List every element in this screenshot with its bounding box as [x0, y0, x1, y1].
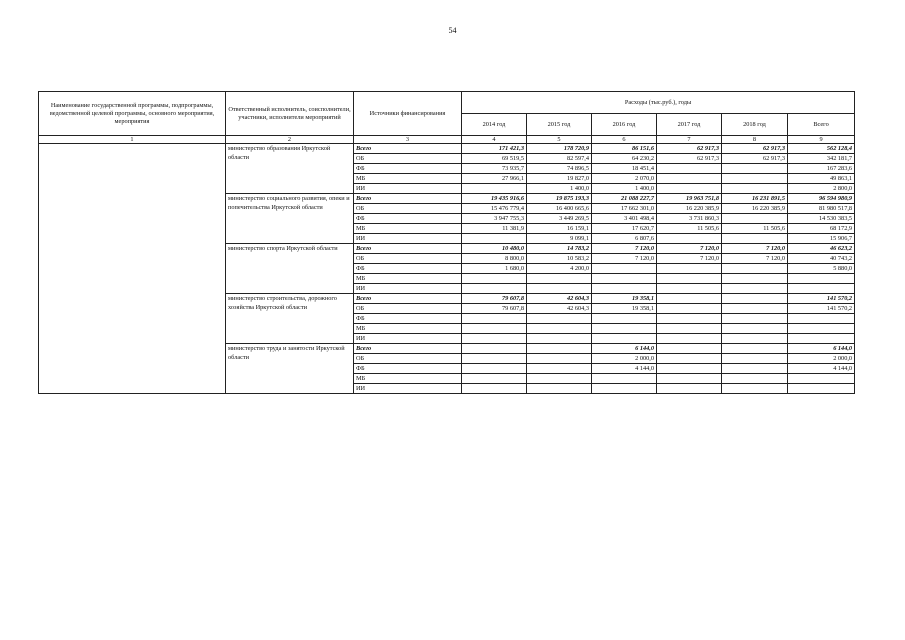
- value-cell: 27 966,1: [462, 174, 527, 184]
- value-cell: [722, 354, 788, 364]
- funding-source-cell: ФБ: [354, 164, 462, 174]
- value-cell: [722, 384, 788, 394]
- funding-source-cell: ОБ: [354, 354, 462, 364]
- value-cell: [527, 274, 592, 284]
- value-cell: [722, 314, 788, 324]
- value-cell: [592, 324, 657, 334]
- value-cell: 15 476 779,4: [462, 204, 527, 214]
- value-cell: 19 963 751,8: [657, 194, 722, 204]
- total-value-cell: 2 800,0: [788, 184, 855, 194]
- value-cell: 74 896,5: [527, 164, 592, 174]
- funding-source-cell: МБ: [354, 224, 462, 234]
- header-year: 2014 год: [462, 114, 527, 136]
- column-number: 1: [39, 136, 226, 144]
- value-cell: [527, 384, 592, 394]
- value-cell: [722, 344, 788, 354]
- value-cell: 11 505,6: [722, 224, 788, 234]
- value-cell: 18 451,4: [592, 164, 657, 174]
- value-cell: [592, 284, 657, 294]
- value-cell: [657, 284, 722, 294]
- total-value-cell: 46 623,2: [788, 244, 855, 254]
- total-value-cell: 141 570,2: [788, 294, 855, 304]
- value-cell: 62 917,3: [657, 154, 722, 164]
- total-value-cell: 14 530 383,5: [788, 214, 855, 224]
- value-cell: [527, 324, 592, 334]
- header-row: [39, 92, 855, 114]
- value-cell: 3 401 498,4: [592, 214, 657, 224]
- total-value-cell: 5 880,0: [788, 264, 855, 274]
- value-cell: 17 620,7: [592, 224, 657, 234]
- value-cell: 1 400,0: [527, 184, 592, 194]
- funding-source-cell: ИИ: [354, 184, 462, 194]
- value-cell: 16 159,1: [527, 224, 592, 234]
- funding-source-cell: ИИ: [354, 284, 462, 294]
- value-cell: [592, 314, 657, 324]
- value-cell: 171 421,3: [462, 144, 527, 154]
- column-number: 6: [592, 136, 657, 144]
- value-cell: [527, 374, 592, 384]
- value-cell: [462, 324, 527, 334]
- header-year: 2015 год: [527, 114, 592, 136]
- value-cell: 14 783,2: [527, 244, 592, 254]
- value-cell: 79 607,8: [462, 304, 527, 314]
- value-cell: [592, 264, 657, 274]
- value-cell: 3 731 860,3: [657, 214, 722, 224]
- value-cell: 1 400,0: [592, 184, 657, 194]
- value-cell: [462, 184, 527, 194]
- value-cell: 7 120,0: [592, 244, 657, 254]
- value-cell: 11 505,6: [657, 224, 722, 234]
- value-cell: [722, 364, 788, 374]
- funding-source-cell: ИИ: [354, 234, 462, 244]
- executor-cell: министерство труда и занятости Иркутской области: [226, 344, 354, 394]
- value-cell: [462, 274, 527, 284]
- value-cell: 11 381,9: [462, 224, 527, 234]
- funding-source-cell: ФБ: [354, 214, 462, 224]
- budget-table: [38, 91, 855, 394]
- funding-source-cell: Всего: [354, 194, 462, 204]
- header-funding-source: Источники финансирования: [354, 92, 462, 136]
- value-cell: [722, 214, 788, 224]
- value-cell: 10 480,0: [462, 244, 527, 254]
- funding-source-cell: Всего: [354, 144, 462, 154]
- value-cell: [527, 344, 592, 354]
- total-value-cell: 81 980 517,8: [788, 204, 855, 214]
- value-cell: 62 917,3: [657, 144, 722, 154]
- value-cell: [657, 174, 722, 184]
- column-number: 2: [226, 136, 354, 144]
- value-cell: 73 935,7: [462, 164, 527, 174]
- value-cell: [657, 264, 722, 274]
- value-cell: 86 151,6: [592, 144, 657, 154]
- value-cell: [527, 354, 592, 364]
- column-number: 3: [354, 136, 462, 144]
- value-cell: [592, 334, 657, 344]
- value-cell: 6 807,6: [592, 234, 657, 244]
- page-number: 54: [448, 26, 457, 35]
- funding-source-cell: Всего: [354, 294, 462, 304]
- value-cell: 2 000,0: [592, 354, 657, 364]
- total-value-cell: 4 144,0: [788, 364, 855, 374]
- value-cell: [657, 364, 722, 374]
- value-cell: [722, 324, 788, 334]
- value-cell: [527, 284, 592, 294]
- value-cell: [462, 314, 527, 324]
- value-cell: 10 583,2: [527, 254, 592, 264]
- value-cell: 19 358,1: [592, 304, 657, 314]
- executor-cell: министерство строительства, дорожного хозяйства Иркутской области: [226, 294, 354, 344]
- value-cell: 62 917,3: [722, 154, 788, 164]
- funding-source-cell: ОБ: [354, 254, 462, 264]
- value-cell: 42 604,3: [527, 304, 592, 314]
- value-cell: 7 120,0: [722, 244, 788, 254]
- column-number: 5: [527, 136, 592, 144]
- funding-source-cell: ФБ: [354, 264, 462, 274]
- total-value-cell: 6 144,0: [788, 344, 855, 354]
- value-cell: [722, 334, 788, 344]
- value-cell: [722, 234, 788, 244]
- total-value-cell: 15 906,7: [788, 234, 855, 244]
- funding-source-cell: Всего: [354, 344, 462, 354]
- value-cell: [592, 274, 657, 284]
- value-cell: [722, 294, 788, 304]
- total-value-cell: 562 128,4: [788, 144, 855, 154]
- column-number: 7: [657, 136, 722, 144]
- funding-source-cell: МБ: [354, 174, 462, 184]
- executor-cell: министерство спорта Иркутской области: [226, 244, 354, 294]
- value-cell: [657, 274, 722, 284]
- value-cell: 2 070,0: [592, 174, 657, 184]
- value-cell: 16 220 385,9: [722, 204, 788, 214]
- value-cell: [722, 264, 788, 274]
- total-value-cell: 40 743,2: [788, 254, 855, 264]
- value-cell: [722, 374, 788, 384]
- funding-source-cell: Всего: [354, 244, 462, 254]
- header-expenses: Расходы (тыс.руб.), годы: [462, 92, 855, 114]
- value-cell: 64 230,2: [592, 154, 657, 164]
- value-cell: 19 875 193,3: [527, 194, 592, 204]
- total-value-cell: 342 181,7: [788, 154, 855, 164]
- value-cell: [657, 234, 722, 244]
- value-cell: [462, 344, 527, 354]
- value-cell: 19 435 916,6: [462, 194, 527, 204]
- total-value-cell: 141 570,2: [788, 304, 855, 314]
- value-cell: 82 597,4: [527, 154, 592, 164]
- total-value-cell: [788, 374, 855, 384]
- total-value-cell: [788, 284, 855, 294]
- table-row: [39, 144, 855, 154]
- column-number: 4: [462, 136, 527, 144]
- value-cell: [657, 324, 722, 334]
- column-number: 9: [788, 136, 855, 144]
- value-cell: 21 088 227,7: [592, 194, 657, 204]
- program-name-cell: [39, 144, 226, 394]
- column-number: 8: [722, 136, 788, 144]
- total-value-cell: [788, 324, 855, 334]
- value-cell: 17 662 301,0: [592, 204, 657, 214]
- value-cell: 19 358,1: [592, 294, 657, 304]
- value-cell: [722, 274, 788, 284]
- header-executor: Ответственный исполнитель, соисполнители, участники, исполнители мероприятий: [226, 92, 354, 136]
- value-cell: 7 120,0: [657, 244, 722, 254]
- value-cell: [527, 314, 592, 324]
- value-cell: [592, 374, 657, 384]
- value-cell: [462, 354, 527, 364]
- value-cell: [657, 344, 722, 354]
- funding-source-cell: ОБ: [354, 154, 462, 164]
- value-cell: 178 720,9: [527, 144, 592, 154]
- value-cell: [722, 164, 788, 174]
- value-cell: [722, 174, 788, 184]
- value-cell: [657, 384, 722, 394]
- value-cell: 1 680,0: [462, 264, 527, 274]
- value-cell: [657, 354, 722, 364]
- executor-cell: министерство социального развития, опеки и попечительства Иркутской области: [226, 194, 354, 244]
- value-cell: 69 519,5: [462, 154, 527, 164]
- value-cell: [657, 374, 722, 384]
- value-cell: [722, 284, 788, 294]
- value-cell: 6 144,0: [592, 344, 657, 354]
- value-cell: 9 099,1: [527, 234, 592, 244]
- value-cell: 19 827,0: [527, 174, 592, 184]
- value-cell: [462, 364, 527, 374]
- total-value-cell: 2 000,0: [788, 354, 855, 364]
- value-cell: 7 120,0: [722, 254, 788, 264]
- value-cell: 16 400 665,6: [527, 204, 592, 214]
- value-cell: 4 200,0: [527, 264, 592, 274]
- funding-source-cell: ОБ: [354, 304, 462, 314]
- value-cell: [527, 334, 592, 344]
- total-value-cell: 68 172,9: [788, 224, 855, 234]
- value-cell: [722, 304, 788, 314]
- funding-source-cell: ИИ: [354, 334, 462, 344]
- value-cell: 7 120,0: [592, 254, 657, 264]
- column-numbers-row: [39, 136, 855, 144]
- value-cell: 16 220 385,9: [657, 204, 722, 214]
- value-cell: 42 604,3: [527, 294, 592, 304]
- value-cell: [462, 284, 527, 294]
- value-cell: [462, 334, 527, 344]
- executor-cell: министерство образования Иркутской области: [226, 144, 354, 194]
- value-cell: 8 800,0: [462, 254, 527, 264]
- value-cell: [657, 314, 722, 324]
- header-program-name: Наименование государственной программы, подпрограммы, ведомственной целевой программы, основного мероприятия, мероприятия: [39, 92, 226, 136]
- funding-source-cell: ОБ: [354, 204, 462, 214]
- value-cell: [722, 184, 788, 194]
- total-value-cell: [788, 334, 855, 344]
- funding-source-cell: ФБ: [354, 314, 462, 324]
- funding-source-cell: МБ: [354, 374, 462, 384]
- total-value-cell: 167 283,6: [788, 164, 855, 174]
- funding-source-cell: МБ: [354, 324, 462, 334]
- value-cell: 79 607,8: [462, 294, 527, 304]
- value-cell: 16 231 891,5: [722, 194, 788, 204]
- header-year: 2017 год: [657, 114, 722, 136]
- value-cell: 4 144,0: [592, 364, 657, 374]
- value-cell: [657, 304, 722, 314]
- value-cell: [657, 164, 722, 174]
- value-cell: 3 449 269,5: [527, 214, 592, 224]
- value-cell: [657, 184, 722, 194]
- total-value-cell: [788, 314, 855, 324]
- header-total: Всего: [788, 114, 855, 136]
- value-cell: 3 947 755,3: [462, 214, 527, 224]
- value-cell: [592, 384, 657, 394]
- value-cell: 62 917,3: [722, 144, 788, 154]
- value-cell: [462, 374, 527, 384]
- value-cell: [527, 364, 592, 374]
- total-value-cell: [788, 384, 855, 394]
- value-cell: [657, 334, 722, 344]
- total-value-cell: [788, 274, 855, 284]
- total-value-cell: 96 594 980,9: [788, 194, 855, 204]
- header-year: 2018 год: [722, 114, 788, 136]
- total-value-cell: 49 863,1: [788, 174, 855, 184]
- funding-source-cell: ИИ: [354, 384, 462, 394]
- funding-source-cell: ФБ: [354, 364, 462, 374]
- value-cell: [462, 384, 527, 394]
- value-cell: 7 120,0: [657, 254, 722, 264]
- value-cell: [462, 234, 527, 244]
- value-cell: [657, 294, 722, 304]
- funding-source-cell: МБ: [354, 274, 462, 284]
- header-year: 2016 год: [592, 114, 657, 136]
